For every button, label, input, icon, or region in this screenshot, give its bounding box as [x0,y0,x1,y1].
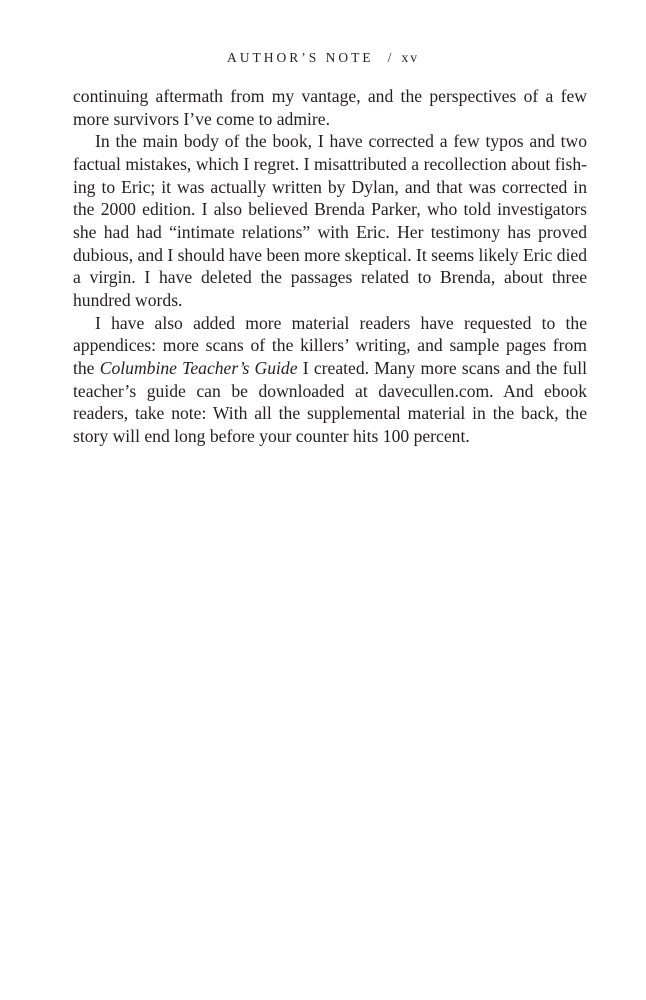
book-title-italic: Columbine Teacher’s Guide [99,357,298,378]
paragraph-text: In the main body of the book, I have corrected a few typos and two factual mistakes, which I regret. I misattributed a recollection about fishing to Eric; it was actually written by Dylan, and that was corrected in the 2000 edition. I also believed Brenda Parker, who told investigators she had had “intimate relations” with Eric. Her testimony has proved dubious, and I should have been more skeptical. It seems likely Eric died a virgin. I have deleted the passages related to Brenda, about three hundred words. [73,131,587,310]
paragraph-text: continuing aftermath from my vantage, and the perspectives of a few more survivors I’ve come to admire. [73,86,587,129]
body-text [73,85,587,448]
paragraph-text: I created. Many more scans and the full teacher’s guide can be downloaded at davecullen.com. And ebook readers, take note: With all the supplemental material in the back, the story will end long before your counter hits 100 percent. [73,357,588,446]
paragraph-2 [73,130,587,311]
running-head-title: AUTHOR’S NOTE [227,50,374,65]
paragraph-text: I have also added more material readers have requested to the appendices: more scans of the killers’ writing, and sample pages from the [73,312,587,378]
page-number: xv [401,50,419,65]
paragraph-3 [73,312,587,448]
running-head [0,50,646,66]
running-head-separator: / [387,50,392,65]
paragraph-1 [73,85,587,130]
